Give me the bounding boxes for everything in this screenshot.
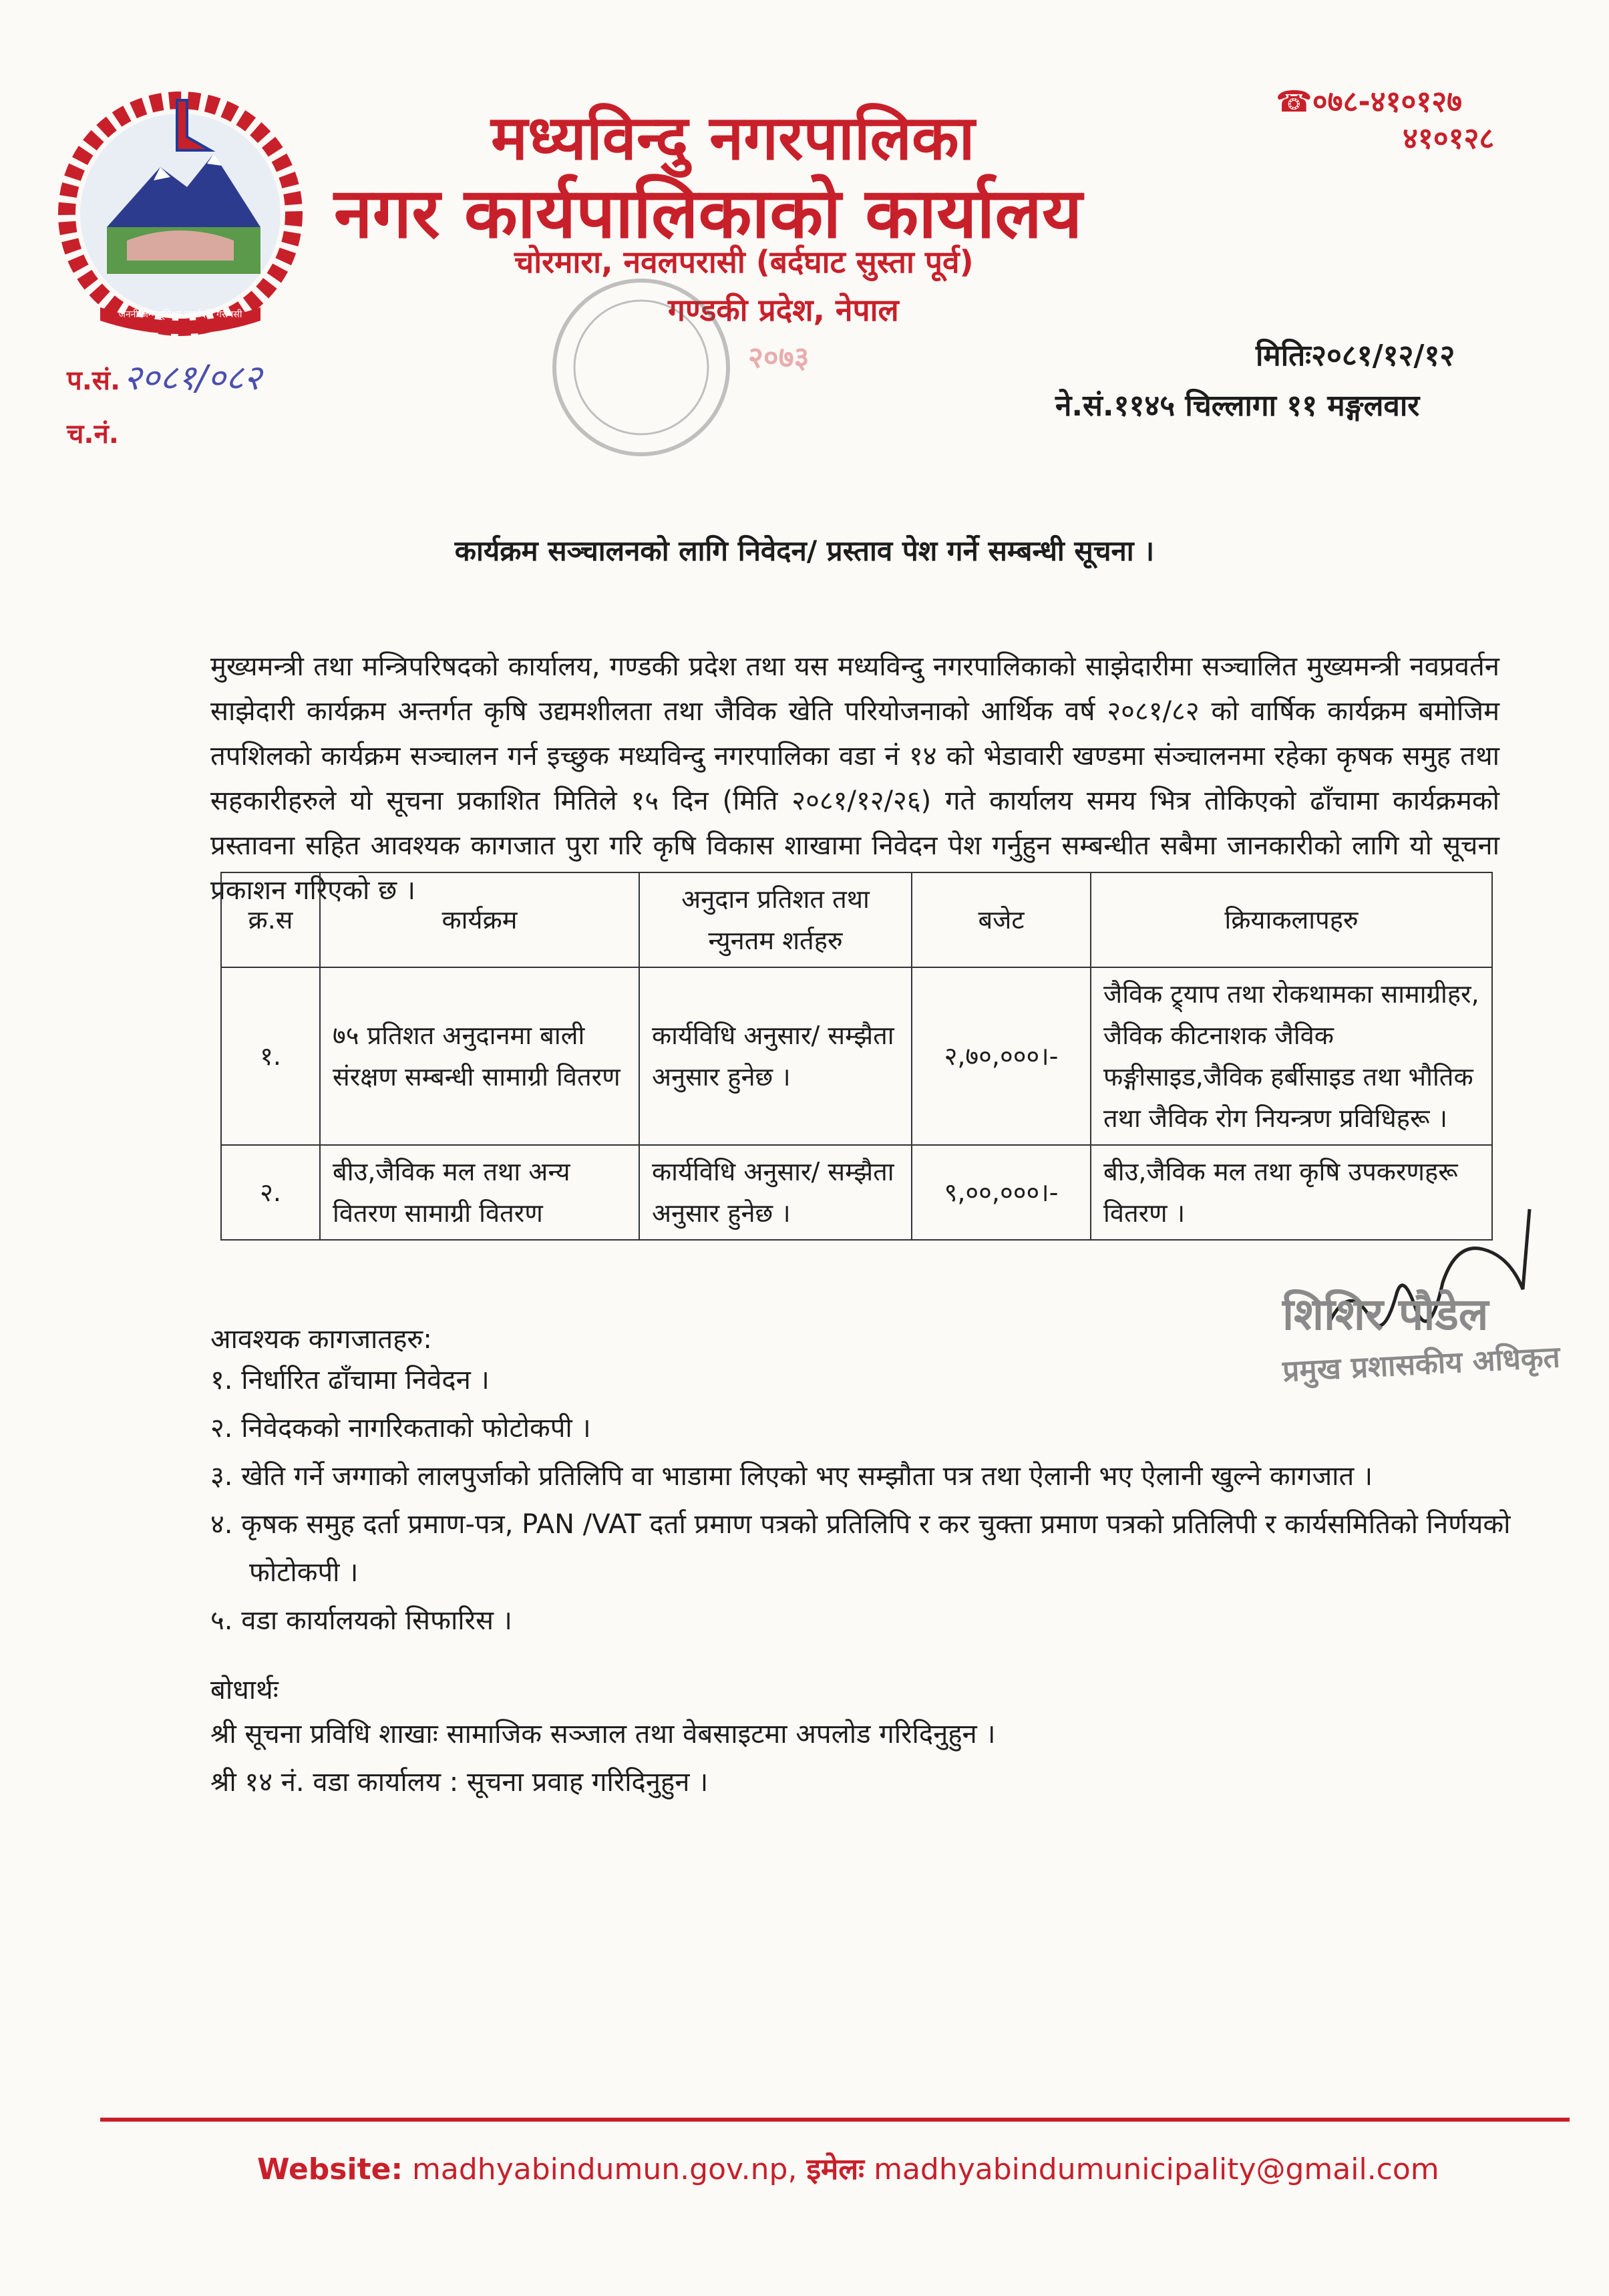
notice-subject: कार्यक्रम सञ्चालनको लागि निवेदन/ प्रस्ताव पेश गर्ने सम्बन्धी सूचना ।: [454, 534, 1155, 567]
nepal-sambat-date: ने.सं.११४५ चिल्लागा ११ मङ्गलवार: [1055, 389, 1420, 423]
office-stamp-icon: [528, 267, 815, 488]
notice-body: मुख्यमन्त्री तथा मन्त्रिपरिषदको कार्यालय, गण्डकी प्रदेश तथा यस मध्यविन्दु नगरपालिकाको साझेदारीमा सञ्चालित मुख्यमन्त्री नवप्रवर्तन साझेदारी कार्यक्रम अन्तर्गत कृषि उद्यमशीलता तथा जैविक खेति परियोजनाको आर्थिक वर्ष २०८१/८२ को वार्षिक कार्यक्रम बमोजिम तपशिलको कार्यक्रम सञ्चालन गर्न इच्छुक मध्यविन्दु नगरपालिका वडा नं १४ को भेडावारी खण्डमा संञ्चालनमा रहेका कृषक समुह तथा सहकारीहरुले यो सूचना प्रकाशित मितिले १५ दिन (मिति २०८१/१२/२६) गते कार्यालय समय भित्र तोकिएको ढाँचामा कार्यक्रमको प्रस्तावना सहित आवश्यक कागजात पुरा गरि कृषि विकास शाखामा निवेदन पेश गर्नुहुन सम्बन्धीत सबैमा जानकारीको लागि यो सूचना प्रकाशन गरिएको छ ।: [210, 651, 1499, 906]
required-docs-list: [210, 1356, 1513, 1645]
footer-divider: [100, 2118, 1570, 2122]
col-header-program: कार्यक्रम: [320, 872, 639, 967]
list-item: ५. वडा कार्यालयको सिफारिस ।: [210, 1605, 512, 1636]
phone-number-2: ४१०१२८: [1403, 122, 1495, 156]
row-conditions: कार्यविधि अनुसार/ सम्झैता अनुसार हुनेछ ।: [639, 967, 912, 1145]
row-activities: बीउ,जैविक मल तथा कृषि उपकरणहरू वितरण ।: [1091, 1145, 1492, 1240]
footer: [257, 2148, 1439, 2188]
row-sn: २.: [221, 1145, 320, 1240]
phone-number-1: ☎०७८-४१०१२७: [1276, 85, 1462, 119]
col-header-activities: क्रियाकलापहरु: [1091, 872, 1492, 967]
program-table: [220, 872, 1493, 1241]
government-emblem-icon: [47, 87, 314, 341]
row-budget: ९,००,०००।-: [912, 1145, 1091, 1240]
website-link[interactable]: madhyabindumun.gov.np,: [412, 2152, 797, 2186]
row-conditions: कार्यविधि अनुसार/ सम्झैता अनुसार हुनेछ ।: [639, 1145, 912, 1240]
stamp-year: २०७३: [748, 341, 810, 375]
signatory-name: शिशिर पौडेल: [1282, 1289, 1489, 1340]
emblem-motto: जननी जन्मभूमिश्च स्वर्गादपि गरीयसी: [118, 309, 242, 320]
col-header-conditions: अनुदान प्रतिशत तथा न्युनतम शर्तहरु: [639, 872, 912, 967]
list-item: ४. कृषक समुह दर्ता प्रमाण-पत्र, PAN /VAT दर्ता प्रमाण पत्रको प्रतिलिपि र कर चुक्ता प्रमाण पत्रको प्रतिलिपी र कार्यसमितिको निर्णयको फोटोकपी ।: [210, 1509, 1511, 1588]
list-item: ३. खेति गर्ने जग्गाको लालपुर्जाको प्रतिलिपि वा भाडामा लिएको भए सम्झौता पत्र तथा ऐलानी भए ऐलानी खुल्ने कागजात ।: [210, 1461, 1373, 1492]
table-header-row: [221, 872, 1492, 967]
signatory-title: प्रमुख प्रशासकीय अधिकृत: [1282, 1340, 1561, 1389]
table-row: [221, 967, 1492, 1145]
required-docs-title: आवश्यक कागजातहरु:: [210, 1324, 432, 1355]
list-item: २. निवेदकको नागरिकताको फोटोकपी ।: [210, 1413, 591, 1444]
row-sn: १.: [221, 967, 320, 1145]
reference-number: २०८१/०८२: [124, 358, 262, 398]
row-budget: २,७०,०००।-: [912, 967, 1091, 1145]
list-item: श्री सूचना प्रविधि शाखाः सामाजिक सञ्जाल तथा वेबसाइटमा अपलोड गरिदिनुहुन ।: [210, 1719, 996, 1750]
col-header-budget: बजेट: [912, 872, 1091, 967]
row-activities: जैविक ट्र्याप तथा रोकथामका सामाग्रीहर, जैविक कीटनाशक जैविक फङ्गीसाइड,जैविक हर्बीसाइड तथा भौतिक तथा जैविक रोग नियन्त्रण प्रविधिहरू ।: [1091, 967, 1492, 1145]
cc-title: बोधार्थः: [210, 1675, 279, 1705]
date: मितिः२०८१/१२/१२: [1256, 339, 1455, 373]
cc-list: [210, 1710, 1479, 1806]
reference-label: प.सं.: [67, 365, 121, 396]
email-link[interactable]: madhyabindumunicipality@gmail.com: [874, 2152, 1439, 2186]
website-label: Website:: [257, 2152, 403, 2186]
row-program: बीउ,जैविक मल तथा अन्य वितरण सामाग्री वितरण: [320, 1145, 639, 1240]
province-line: गण्डकी प्रदेश, नेपाल: [668, 292, 899, 328]
email-label: इमेलः: [806, 2152, 865, 2186]
list-item: श्री १४ नं. वडा कार्यालय : सूचना प्रवाह गरिदिनुहुन ।: [210, 1767, 709, 1798]
municipality-name: मध्यविन्दु नगरपालिका: [491, 102, 975, 174]
office-address: चोरमारा, नवलपरासी (बर्दघाट सुस्ता पूर्व): [514, 244, 974, 280]
office-name: नगर कार्यपालिकाको कार्यालय: [334, 172, 1083, 254]
dispatch-label: च.नं.: [67, 419, 119, 450]
row-program: ७५ प्रतिशत अनुदानमा बाली संरक्षण सम्बन्धी सामाग्री वितरण: [320, 967, 639, 1145]
list-item: १. निर्धारित ढाँचामा निवेदन ।: [210, 1365, 490, 1396]
col-header-sn: क्र.स: [221, 872, 320, 967]
